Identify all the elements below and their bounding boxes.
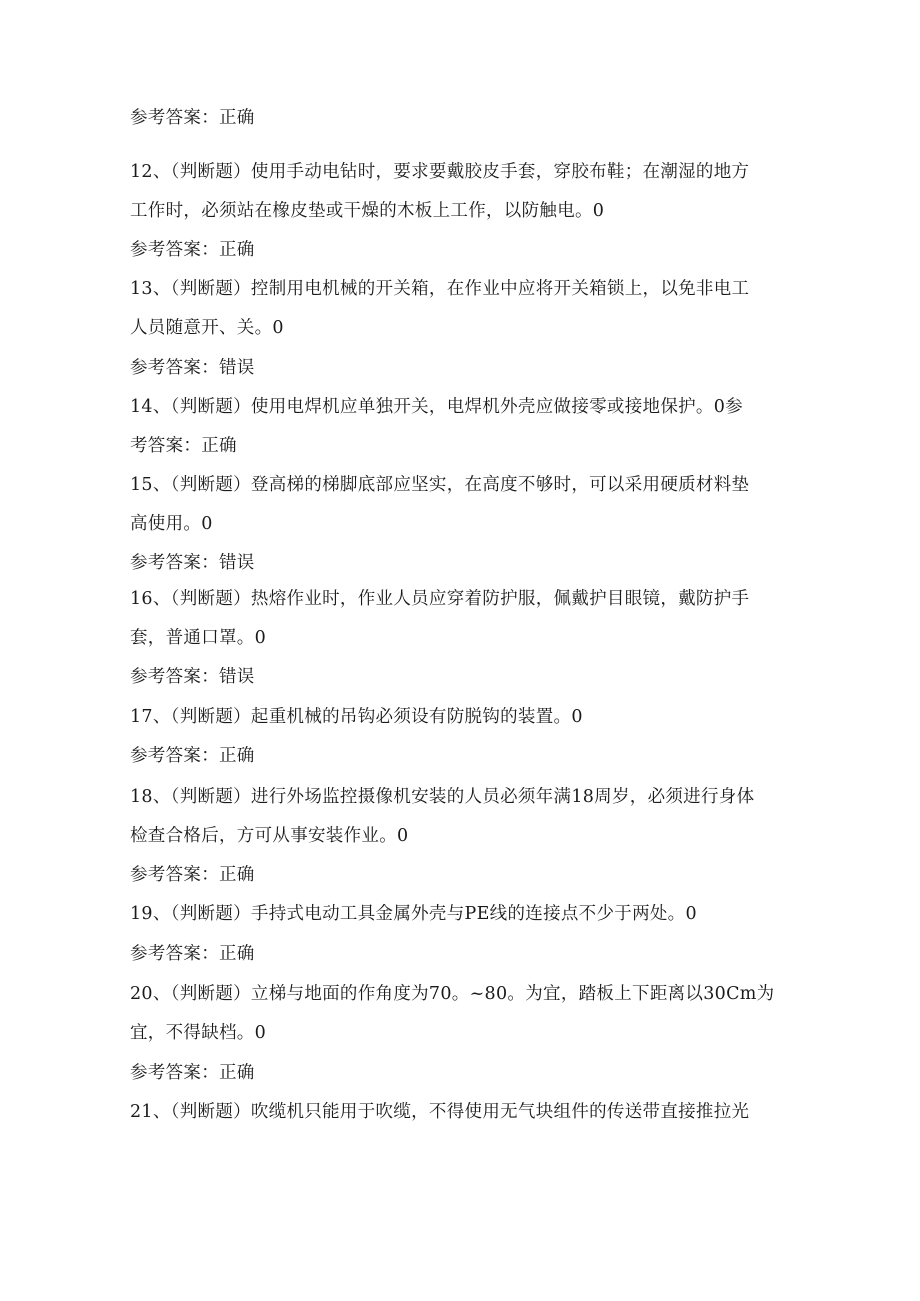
question-19-line-1: 19、（判断题）手持式电动工具金属外壳与PE线的连接点不少于两处。0 <box>130 904 697 924</box>
question-14-line-2: 考答案：正确 <box>130 436 237 456</box>
question-14-line-1: 14、（判断题）使用电焊机应单独开关，电焊机外壳应做接零或接地保护。0参 <box>130 397 743 417</box>
answer-line: 参考答案：正确 <box>130 865 255 885</box>
answer-line: 参考答案：正确 <box>130 240 255 260</box>
question-15-line-1: 15、（判断题）登高梯的梯脚底部应坚实，在高度不够时，可以采用硬质材料垫 <box>130 475 750 495</box>
question-18-line-1: 18、（判断题）进行外场监控摄像机安装的人员必须年满18周岁，必须进行身体 <box>130 787 755 807</box>
question-13-line-2: 人员随意开、关。0 <box>130 318 284 338</box>
question-13-line-1: 13、（判断题）控制用电机械的开关箱，在作业中应将开关箱锁上，以免非电工 <box>130 279 750 299</box>
question-18-line-2: 检查合格后，方可从事安装作业。0 <box>130 826 409 846</box>
question-21-line-1: 21、（判断题）吹缆机只能用于吹缆，不得使用无气块组件的传送带直接推拉光 <box>130 1102 750 1122</box>
question-12-line-2: 工作时，必须站在橡皮垫或干燥的木板上工作，以防触电。0 <box>130 201 605 221</box>
answer-line: 参考答案：正确 <box>130 108 255 128</box>
question-12-line-1: 12、（判断题）使用手动电钻时，要求要戴胶皮手套，穿胶布鞋；在潮湿的地方 <box>130 162 750 182</box>
answer-line: 参考答案：错误 <box>130 667 255 687</box>
question-20-line-1: 20、（判断题）立梯与地面的作角度为70。~80。为宜，踏板上下距离以30Cm为 <box>130 984 775 1004</box>
answer-line: 参考答案：正确 <box>130 746 255 766</box>
question-15-line-2: 高使用。0 <box>130 514 213 534</box>
answer-line: 参考答案：正确 <box>130 944 255 964</box>
question-16-line-2: 套，普通口罩。0 <box>130 628 267 648</box>
answer-line: 参考答案：错误 <box>130 553 255 573</box>
question-17-line-1: 17、（判断题）起重机械的吊钩必须设有防脱钩的装置。0 <box>130 707 583 727</box>
question-16-line-1: 16、（判断题）热熔作业时，作业人员应穿着防护服，佩戴护目眼镜，戴防护手 <box>130 589 750 609</box>
answer-line: 参考答案：正确 <box>130 1063 255 1083</box>
answer-line: 参考答案：错误 <box>130 358 255 378</box>
question-20-line-2: 宜，不得缺档。0 <box>130 1023 267 1043</box>
